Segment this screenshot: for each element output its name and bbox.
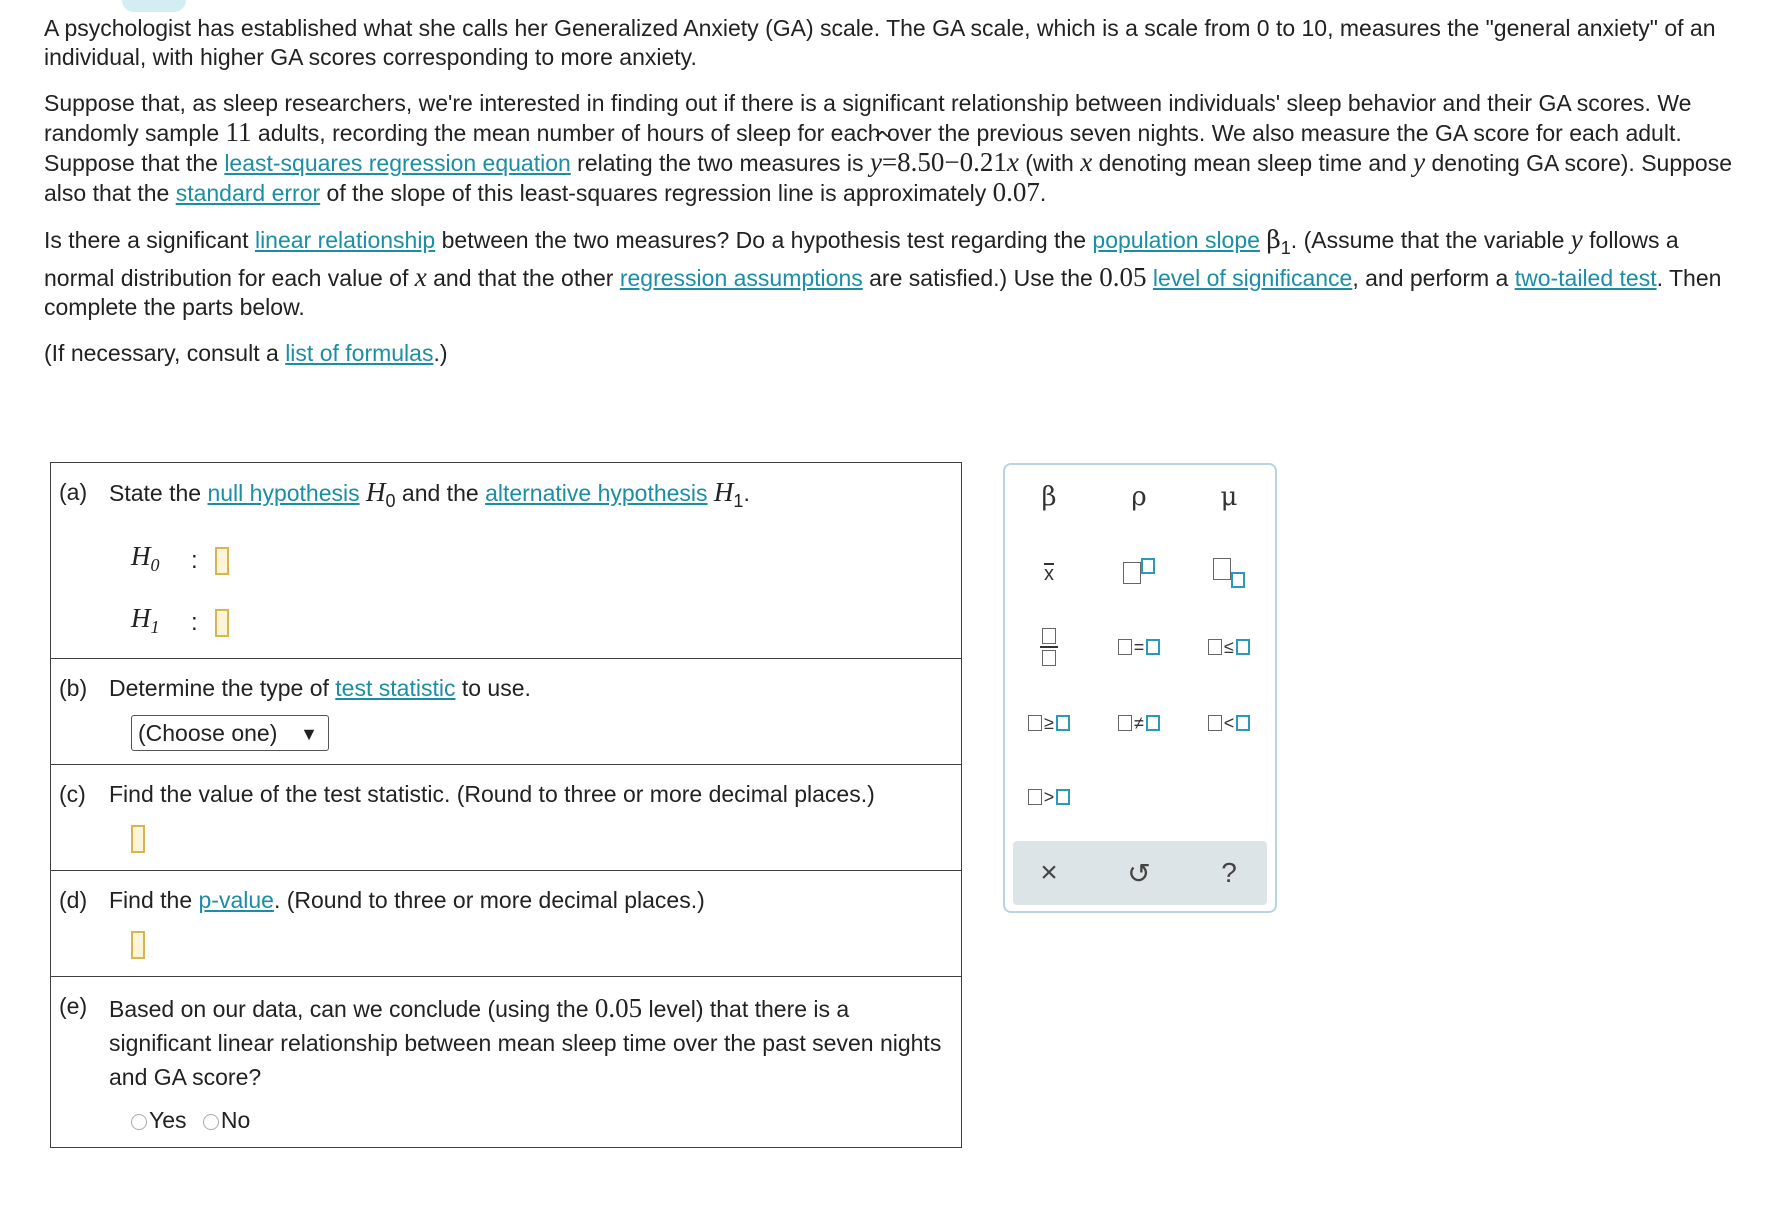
- right-box: [1056, 789, 1070, 805]
- part-e-label: (e): [59, 993, 88, 1019]
- text: State the: [109, 480, 208, 506]
- yes-label[interactable]: Yes: [149, 1107, 187, 1133]
- left-box: [1208, 639, 1222, 655]
- text: .: [1039, 180, 1047, 206]
- y-variable: y: [1413, 147, 1426, 177]
- h1-letter: H: [131, 603, 151, 633]
- part-a: [51, 463, 961, 659]
- greater-equal-icon: ≥: [1044, 712, 1054, 733]
- standard-error-value: 0.07: [992, 177, 1040, 207]
- part-b: [51, 659, 961, 765]
- p-value-link[interactable]: p-value: [198, 887, 274, 913]
- part-a-label: (a): [59, 479, 88, 505]
- fraction-icon: [1040, 628, 1058, 666]
- intro-paragraph-3: [44, 225, 1744, 322]
- superscript-icon: [1123, 558, 1155, 589]
- part-a-prompt: [109, 477, 953, 516]
- h1-subscript: 1: [733, 491, 744, 511]
- h1-row: [131, 603, 229, 642]
- text: Suppose that, as sleep researchers, we're interested in finding out if there is a significant relationship between individuals' sleep behavior and their GA scores. We randomly sample: [44, 90, 1692, 146]
- right-box: [1146, 639, 1160, 655]
- undo-icon: ↺: [1127, 857, 1151, 889]
- palette-action-bar: [1013, 841, 1267, 905]
- text: to use.: [455, 675, 531, 701]
- text: Is there a significant: [44, 227, 255, 253]
- text: denoting mean sleep time and: [1092, 150, 1414, 176]
- less-equal-button[interactable]: [1199, 625, 1259, 669]
- right-box: [1056, 715, 1070, 731]
- part-c: [51, 765, 961, 871]
- mu-icon: μ: [1220, 482, 1238, 512]
- greater-equal-button[interactable]: [1019, 701, 1079, 745]
- greater-than-button[interactable]: [1019, 775, 1079, 819]
- denominator-box: [1042, 650, 1056, 666]
- text: adults, recording the mean number of hours of sleep for each over the previous seven nights. We also measure the GA score for each adult. Suppose that the: [44, 120, 1682, 176]
- part-e: [51, 977, 961, 1147]
- beta-button[interactable]: [1019, 475, 1079, 519]
- h0-letter: H: [131, 541, 151, 571]
- intro-paragraph-1: A psychologist has established what she calls her Generalized Anxiety (GA) scale. The GA scale, which is a scale from 0 to 10, measures the "general anxiety" of an individual, with higher GA scores corresponding to more anxiety.: [44, 15, 1716, 70]
- left-box: [1118, 639, 1132, 655]
- right-box: [1236, 639, 1250, 655]
- xbar-icon: x: [1044, 563, 1054, 585]
- part-d-label: (d): [59, 887, 88, 913]
- h1-symbol: H: [713, 477, 734, 507]
- text: between the two measures? Do a hypothesis test regarding the: [435, 227, 1093, 253]
- clear-icon: ×: [1040, 856, 1058, 889]
- yes-radio[interactable]: [131, 1114, 147, 1130]
- text: . Then complete the parts below.: [44, 265, 1722, 320]
- population-slope-link[interactable]: population slope: [1092, 227, 1260, 253]
- null-hypothesis-link[interactable]: null hypothesis: [207, 480, 360, 506]
- x-variable: x: [1080, 147, 1093, 177]
- left-box: [1028, 789, 1042, 805]
- text: Determine the type of: [109, 675, 336, 701]
- text: (with: [1018, 150, 1081, 176]
- x-variable: x: [414, 262, 427, 292]
- text: relating the two measures is: [570, 150, 870, 176]
- exponent-box: [1141, 558, 1155, 574]
- beta-subscript: 1: [1280, 238, 1291, 258]
- part-c-label: (c): [59, 781, 86, 807]
- text: level) that there is a significant linear relationship between mean sleep time over the past seven nights and GA score?: [109, 996, 942, 1090]
- undo-button[interactable]: [1109, 841, 1169, 905]
- h0-symbol: H: [366, 477, 386, 507]
- part-e-prompt: [109, 991, 953, 1094]
- h0-colon: :: [191, 546, 198, 574]
- right-box: [1236, 715, 1250, 731]
- test-statistic-select[interactable]: [131, 715, 329, 751]
- two-tailed-test-link[interactable]: two-tailed test: [1514, 265, 1657, 291]
- part-c-prompt: Find the value of the test statistic. (Round to three or more decimal places.): [109, 781, 875, 807]
- fraction-bar: [1040, 646, 1058, 648]
- least-squares-regression-equation-link[interactable]: least-squares regression equation: [224, 150, 571, 176]
- text: and that the other: [426, 265, 620, 291]
- clear-button[interactable]: [1019, 841, 1079, 905]
- beta-icon: β: [1041, 482, 1057, 512]
- left-box: [1208, 715, 1222, 731]
- text: , and perform a: [1352, 265, 1515, 291]
- symbol-palette: [1003, 463, 1277, 913]
- text: Find the: [109, 887, 199, 913]
- text: . (Assume that the variable: [1290, 227, 1571, 253]
- equals-button[interactable]: [1109, 625, 1169, 669]
- equals-icon: =: [1133, 636, 1145, 657]
- part-b-prompt: [109, 673, 953, 703]
- greater-than-icon: >: [1043, 786, 1055, 807]
- subscript-box: [1231, 572, 1245, 588]
- left-box: [1028, 715, 1042, 731]
- y-hat: ^ y: [870, 148, 882, 177]
- regression-equation: =8.50−0.21: [881, 147, 1007, 177]
- base-box: [1123, 562, 1141, 584]
- yes-no-options: [131, 1105, 250, 1135]
- significance-level: 0.05: [1099, 262, 1147, 292]
- h0-label: [131, 541, 191, 580]
- x-variable: x: [1006, 147, 1019, 177]
- mu-button[interactable]: [1199, 475, 1259, 519]
- text: .: [743, 480, 750, 506]
- part-d: [51, 871, 961, 977]
- rho-button[interactable]: [1109, 475, 1169, 519]
- h1-colon: :: [191, 608, 198, 636]
- intro-paragraph-4: [44, 339, 1744, 368]
- part-d-prompt: [109, 885, 953, 915]
- less-equal-icon: ≤: [1224, 636, 1234, 657]
- not-equal-icon: ≠: [1134, 712, 1144, 733]
- no-label[interactable]: No: [220, 1107, 251, 1133]
- sample-size: 11: [225, 117, 252, 147]
- linear-relationship-link[interactable]: linear relationship: [254, 227, 436, 253]
- list-of-formulas-link[interactable]: list of formulas: [285, 340, 434, 366]
- alternative-hypothesis-link[interactable]: alternative hypothesis: [485, 480, 708, 506]
- text: are satisfied.) Use the: [862, 265, 1100, 291]
- help-icon: ?: [1221, 857, 1237, 888]
- text: and the: [395, 480, 486, 506]
- question-parts-box: [50, 462, 962, 1148]
- text: follows a normal distribution for each value of: [44, 227, 1679, 291]
- part-b-label: (b): [59, 675, 88, 701]
- h0-subscript: 0: [385, 491, 396, 511]
- top-tab-indicator: [122, 0, 186, 12]
- regression-assumptions-link[interactable]: regression assumptions: [619, 265, 863, 291]
- level-of-significance-link[interactable]: level of significance: [1152, 265, 1353, 291]
- text: (If necessary, consult a: [44, 340, 286, 366]
- h0-input[interactable]: [215, 547, 229, 575]
- subscript-icon: [1213, 558, 1245, 588]
- h1-input[interactable]: [215, 609, 229, 637]
- text: of the slope of this least-squares regression line is approximately: [320, 180, 993, 206]
- base-box: [1213, 558, 1231, 580]
- less-than-button[interactable]: [1199, 701, 1259, 745]
- alpha-value: 0.05: [594, 993, 643, 1023]
- intro-paragraph-2: [44, 89, 1744, 208]
- standard-error-link[interactable]: standard error: [175, 180, 321, 206]
- not-equal-button[interactable]: [1109, 701, 1169, 745]
- test-statistic-input[interactable]: [131, 825, 145, 853]
- superscript-button[interactable]: [1109, 551, 1169, 595]
- subscript-button[interactable]: [1199, 551, 1259, 595]
- text: Based on our data, can we conclude (using the: [109, 996, 595, 1022]
- text: . (Round to three or more decimal places.): [273, 887, 705, 913]
- dropdown-arrow-icon: ▼: [300, 724, 318, 744]
- fraction-button[interactable]: [1019, 625, 1079, 669]
- y-variable: y: [1570, 224, 1583, 254]
- beta-symbol: β: [1266, 225, 1281, 254]
- numerator-box: [1042, 628, 1056, 644]
- h1-label: [131, 603, 191, 642]
- less-than-icon: <: [1223, 712, 1235, 733]
- left-box: [1118, 715, 1132, 731]
- rho-icon: ρ: [1131, 482, 1147, 512]
- h0-row-subscript: 0: [150, 555, 160, 575]
- no-radio[interactable]: [203, 1114, 219, 1130]
- select-value: (Choose one): [138, 720, 278, 746]
- xbar-button[interactable]: [1019, 551, 1079, 595]
- right-box: [1146, 715, 1160, 731]
- text: .): [433, 340, 448, 366]
- h1-row-subscript: 1: [150, 617, 160, 637]
- help-button[interactable]: [1199, 841, 1259, 905]
- text: denoting GA score). Suppose also that the: [44, 150, 1732, 206]
- test-statistic-link[interactable]: test statistic: [335, 675, 456, 701]
- h0-row: [131, 541, 229, 580]
- p-value-input[interactable]: [131, 931, 145, 959]
- problem-statement: [44, 14, 1744, 385]
